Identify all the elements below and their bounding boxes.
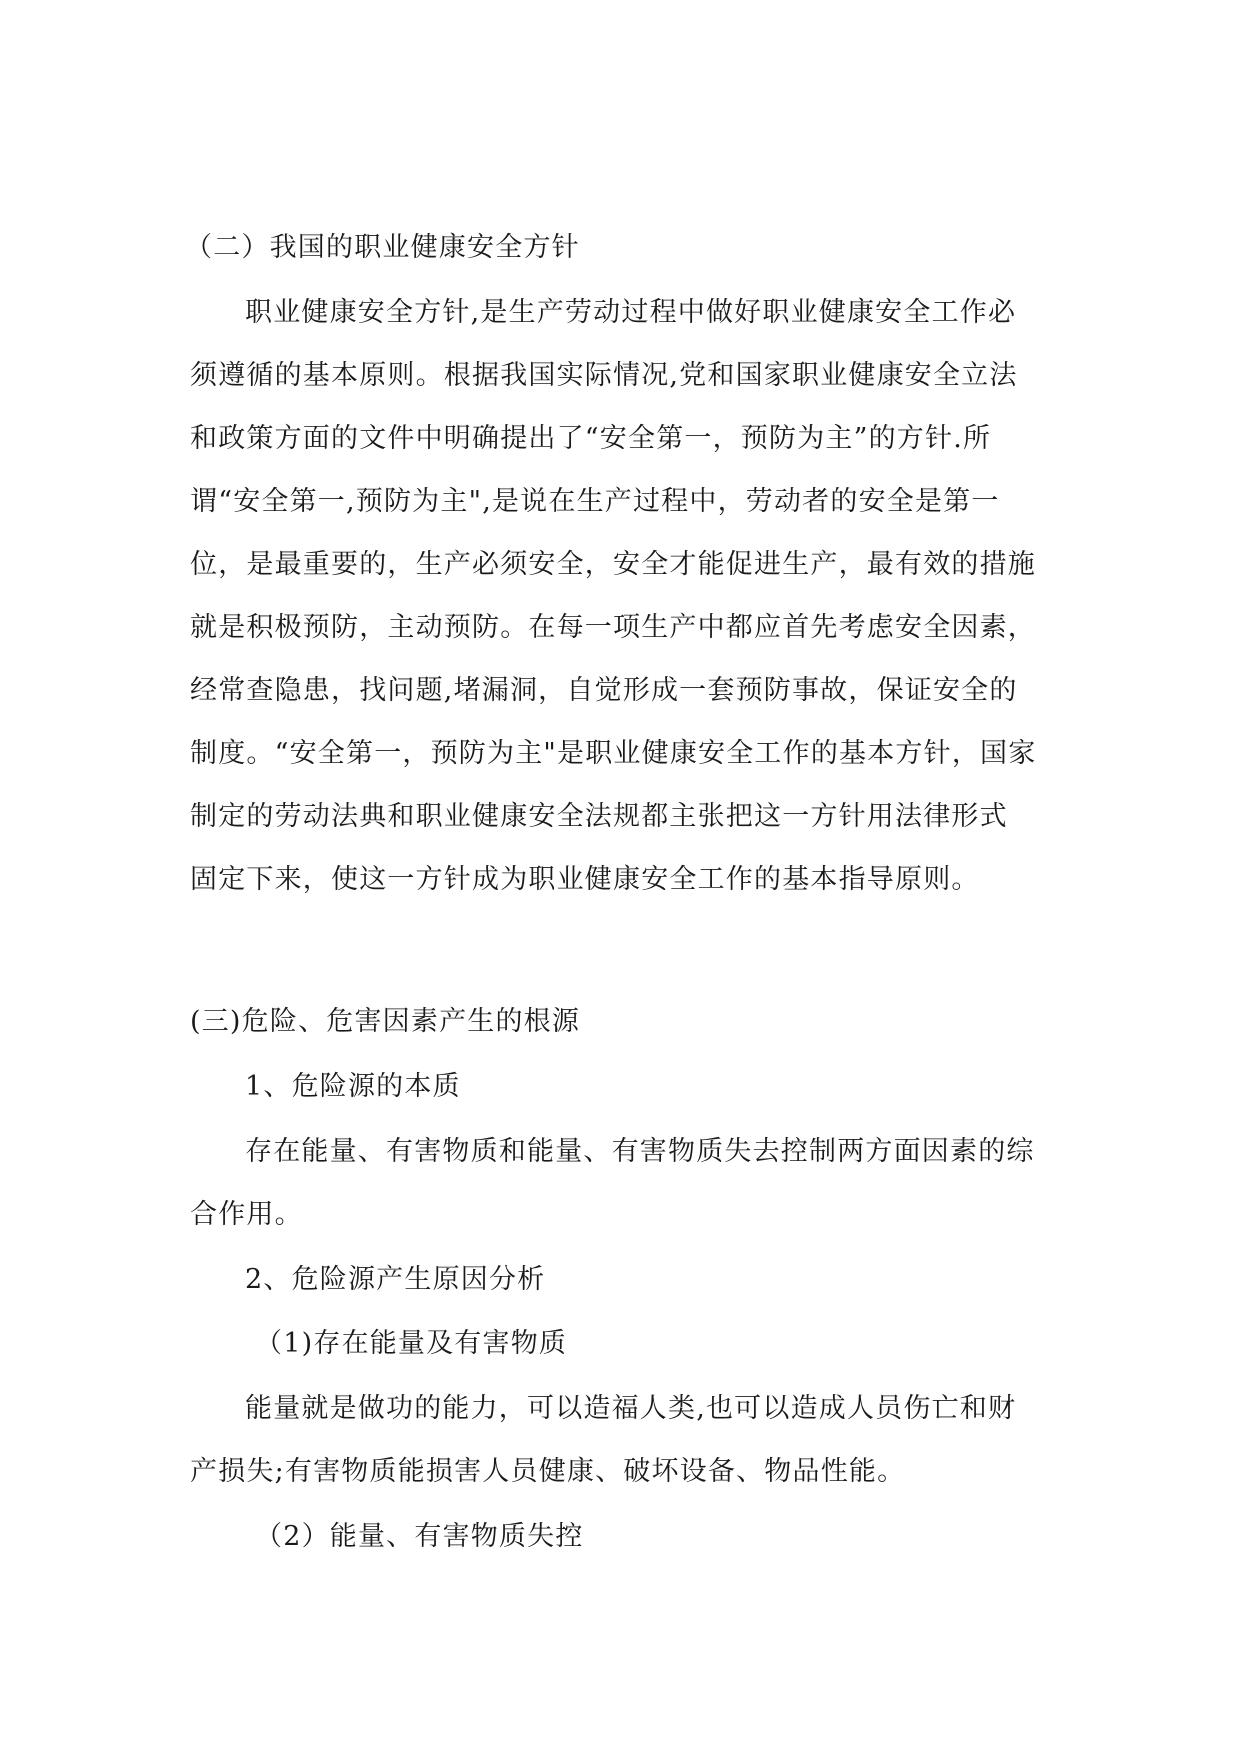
paragraph-line: 就是积极预防，主动预防。在每一项生产中都应首先考虑安全因素， (190, 612, 1036, 643)
paragraph-line: 和政策方面的文件中明确提出了“安全第一，预防为主”的方针.所 (190, 423, 992, 454)
section-heading-3: (三)危险、危害因素产生的根源 (190, 1006, 581, 1037)
paragraph-line: 合作用。 (190, 1199, 303, 1230)
paragraph-line: 产损失;有害物质能损害人员健康、破坏设备、物品性能。 (190, 1456, 906, 1487)
paragraph-line: 须遵循的基本原则。根据我国实际情况,党和国家职业健康安全立法 (190, 360, 1018, 391)
paragraph-line: 固定下来，使这一方针成为职业健康安全工作的基本指导原则。 (190, 864, 980, 895)
paragraph-line: 存在能量、有害物质和能量、有害物质失去控制两方面因素的综 (245, 1136, 1035, 1167)
paragraph-line: 谓“安全第一,预防为主",是说在生产过程中，劳动者的安全是第一 (190, 486, 1000, 517)
item-heading: （1)存在能量及有害物质 (255, 1328, 568, 1359)
paragraph-line: 制度。“安全第一，预防为主"是职业健康安全工作的基本方针，国家 (190, 738, 1037, 769)
paragraph-line: 经常查隐患，找问题,堵漏洞，自觉形成一套预防事故，保证安全的 (190, 675, 1018, 706)
subsection-heading: 2、危险源产生原因分析 (245, 1264, 546, 1295)
paragraph-line: 能量就是做功的能力，可以造福人类,也可以造成人员伤亡和财 (245, 1393, 1017, 1424)
section-heading-2: （二）我国的职业健康安全方针 (185, 232, 580, 263)
paragraph-line: 制定的劳动法典和职业健康安全法规都主张把这一方针用法律形式 (190, 801, 1008, 832)
subsection-heading: 1、危险源的本质 (245, 1071, 461, 1102)
item-heading: （2）能量、有害物质失控 (255, 1521, 584, 1552)
paragraph-line: 职业健康安全方针,是生产劳动过程中做好职业健康安全工作必 (245, 297, 1017, 328)
paragraph-line: 位，是最重要的，生产必须安全，安全才能促进生产，最有效的措施 (190, 549, 1036, 580)
